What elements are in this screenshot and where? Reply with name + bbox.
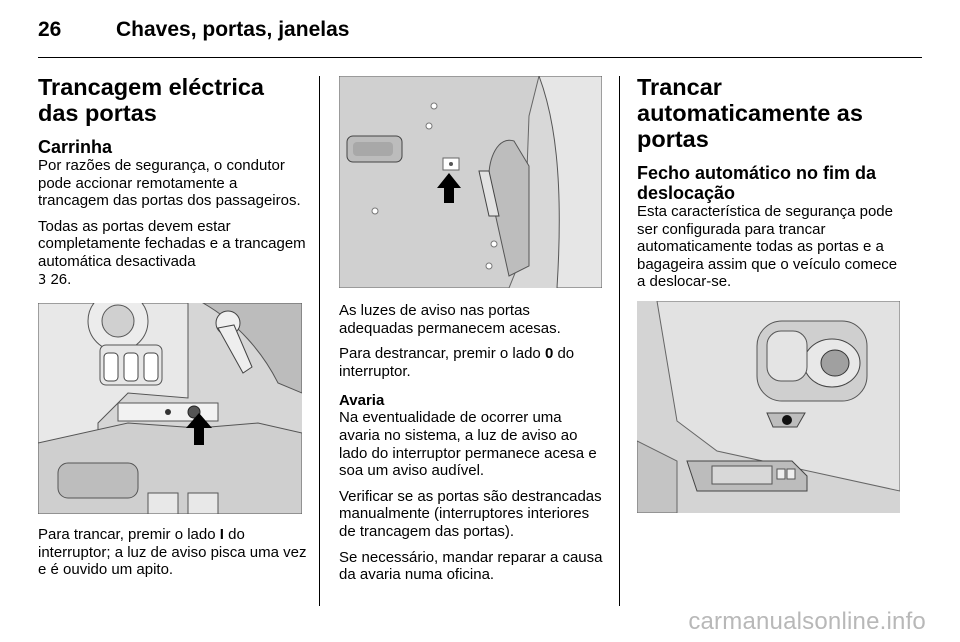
ceiling-console-illustration [637,301,900,513]
paragraph-unlock-instruction [339,345,604,380]
lock-instruction-text: Para trancar, premir o lado [38,526,220,544]
paragraph-auto-lock: Esta característica de segurança pode ser configurada para trancar automaticamente todas as portas e a bagageira assim que o veículo comece a deslocar-se. [637,203,898,291]
chapter-title: Chaves, portas, janelas [116,18,350,41]
paragraph-doors-closed-text: Todas as portas devem estar completamente fechadas e a trancagem automática desactivada [38,217,306,270]
column-divider-1 [319,76,320,606]
lock-instruction-text-end: do interruptor; a luz de aviso pisca uma vez e é ouvido um apito. [38,526,307,579]
watermark: carmanualsonline.info [688,608,926,635]
header-rule [38,57,922,58]
page-number: 26 [38,18,62,41]
lock-side-label: I [219,526,224,544]
paragraph-doors-closed [38,218,308,289]
paragraph-warning-lights: As luzes de aviso nas portas adequadas permanecem acesas. [339,302,561,337]
page-reference: 26. [46,270,72,288]
section-title-electric-locking: Trancagem eléctrica das portas [38,74,264,126]
paragraph-lock-instruction [38,526,308,579]
page-header [38,18,349,42]
paragraph-safety: Por razões de segurança, o condutor pode accionar remotamente a trancagem das portas dos passageiros. [38,157,301,210]
column-3 [637,74,903,513]
column-divider-2 [619,76,620,606]
unlock-instruction-text-end: do interruptor. [339,345,575,380]
dashboard-switch-illustration [38,303,302,514]
paragraph-check-doors: Verificar se as portas são destrancadas manualmente (interruptores interiores de trancagem das portas). [339,487,602,540]
subsection-title-auto-lock-end: Fecho automático no fim da deslocação [637,163,877,203]
section-title-auto-lock: Trancar automaticamente as portas [637,74,863,152]
paragraph-fault: Na eventualidade de ocorrer uma avaria no sistema, a luz de aviso ao lado do interruptor permanece acesa e soa um aviso audível. [339,409,597,480]
column-1 [38,74,308,587]
page-reference-arrow-icon: 3 [38,272,47,288]
fault-heading: Avaria [339,392,385,410]
subsection-title-van: Carrinha [38,137,113,157]
unlock-instruction-text: Para destrancar, premir o lado [339,345,545,363]
column-2 [339,76,604,592]
unlock-side-label: 0 [544,345,554,363]
door-panel-illustration [339,76,602,288]
paragraph-workshop: Se necessário, mandar reparar a causa da avaria numa oficina. [339,548,603,584]
